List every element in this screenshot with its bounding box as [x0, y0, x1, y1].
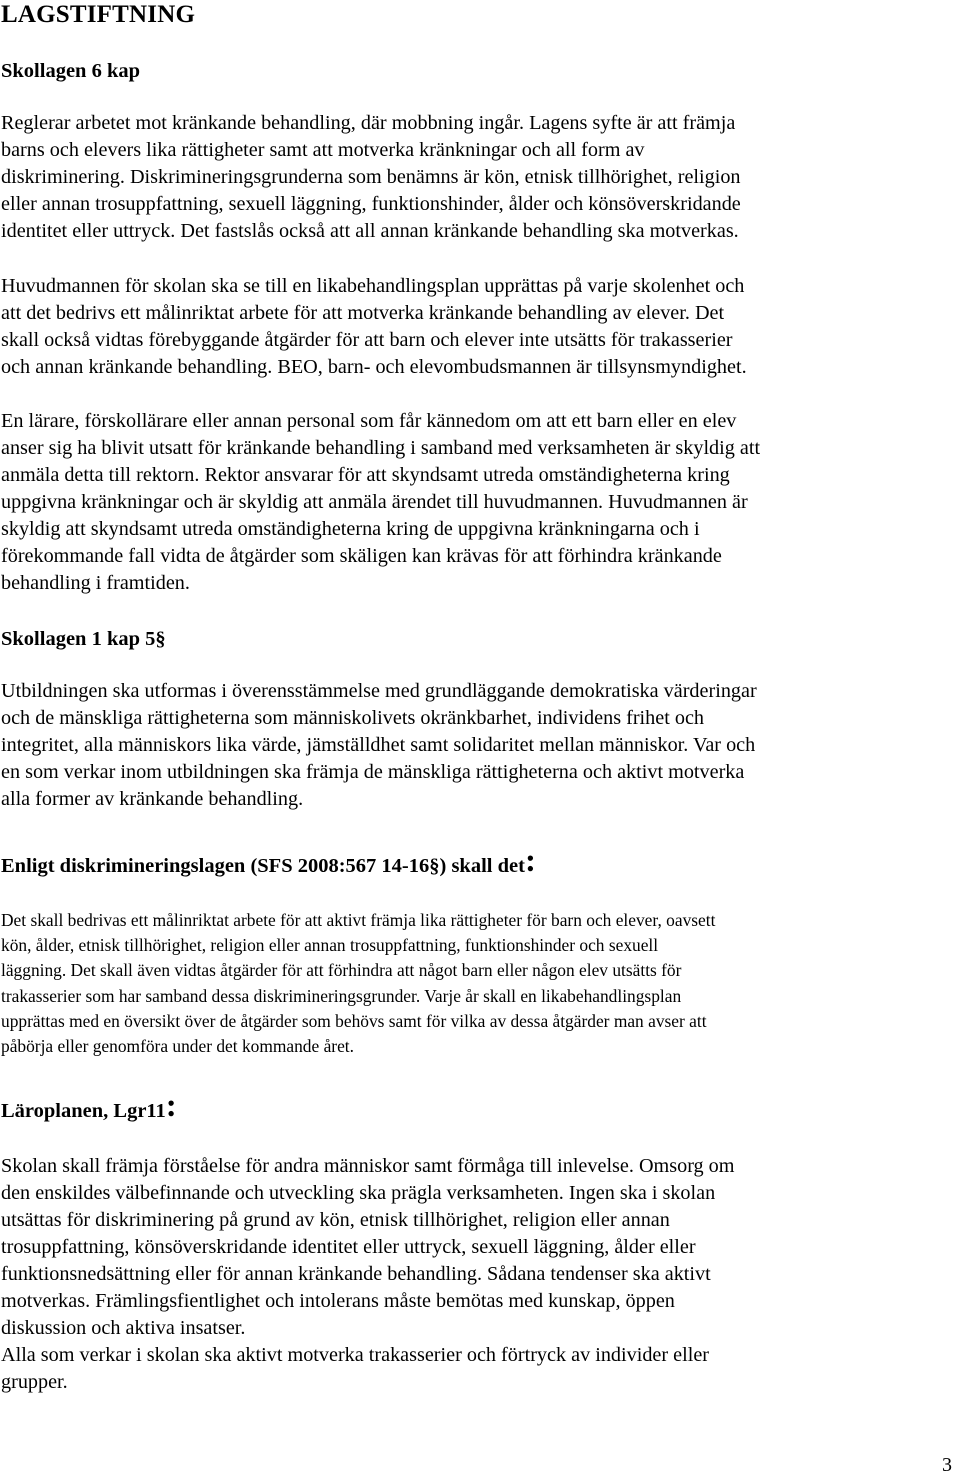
text-line: behandling i framtiden.	[1, 572, 190, 594]
text-line: alla former av kränkande behandling.	[1, 788, 304, 810]
section-heading-diskrimineringslagen	[1, 843, 536, 879]
text-line: den enskildes välbefinnande och utveckling ska prägla verksamheten. Ingen ska i skolan	[1, 1182, 716, 1204]
text-line: diskussion och aktiva insatser.	[1, 1317, 246, 1339]
text-line: Reglerar arbetet mot kränkande behandling, där mobbning ingår. Lagens syfte är att främja	[1, 112, 736, 134]
document-title: LAGSTIFTNING	[1, 1, 196, 28]
text-line: barns och elevers lika rättigheter samt att motverka kränkningar och all form av	[1, 139, 645, 161]
text-line: Huvudmannen för skolan ska se till en likabehandlingsplan upprättas på varje skolenhet och	[1, 275, 745, 297]
paragraph	[1, 408, 760, 597]
paragraph	[1, 110, 741, 245]
text-line: förekommande fall vidta de åtgärder som skäligen kan krävas för att förhindra kränkande	[1, 545, 722, 567]
text-line: diskriminering. Diskrimineringsgrunderna som benämns är kön, etnisk tillhörighet, religion	[1, 166, 741, 188]
text-line: trosuppfattning, könsöverskridande identitet eller uttryck, sexuell läggning, ålder eller	[1, 1236, 696, 1258]
text-line: och de mänskliga rättigheterna som människolivets okränkbarhet, individens frihet och	[1, 707, 705, 729]
text-line: läggning. Det skall även vidtas åtgärder för att förhindra att något barn eller någon elev utsätts för	[1, 960, 682, 981]
text-line: integritet, alla människors lika värde, jämställdhet samt solidaritet mellan människor. Var och	[1, 734, 756, 756]
text-line: grupper.	[1, 1371, 68, 1393]
section-heading-skollagen-6-kap: Skollagen 6 kap	[1, 60, 140, 82]
text-line: Utbildningen ska utformas i överensstämmelse med grundläggande demokratiska värderingar	[1, 680, 757, 702]
heading-colon: :	[524, 843, 536, 879]
text-line: skyldig att skyndsamt utreda omständigheterna kring de uppgivna kränkningarna och i	[1, 518, 700, 540]
paragraph	[1, 1153, 734, 1396]
text-line: uppgivna kränkningar och är skyldig att anmäla ärendet till huvudmannen. Huvudmannen är	[1, 491, 748, 513]
text-line: En lärare, förskollärare eller annan personal som får kännedom om att ett barn eller en elev	[1, 410, 737, 432]
text-line: upprättas med en översikt över de åtgärder som behövs samt för vilka av dessa åtgärder man avser att	[1, 1010, 707, 1031]
text-line: motverkas. Främlingsfientlighet och intolerans måste bemötas med kunskap, öppen	[1, 1290, 675, 1312]
text-line: kön, ålder, etnisk tillhörighet, religion eller annan trosuppfattning, funktionshinder och sexuell	[1, 935, 659, 956]
section-heading-laroplanen	[1, 1088, 177, 1124]
text-line: identitet eller uttryck. Det fastslås också att all annan kränkande behandling ska motverkas.	[1, 220, 739, 242]
text-line: utsättas för diskriminering på grund av kön, etnisk tillhörighet, religion eller annan	[1, 1209, 670, 1231]
text-line: anser sig ha blivit utsatt för kränkande behandling i samband med verksamheten är skyldig att	[1, 437, 761, 459]
text-line: anmäla detta till rektorn. Rektor ansvarar för att skyndsamt utreda omständigheterna kring	[1, 464, 730, 486]
text-line: en som verkar inom utbildningen ska främja de mänskliga rättigheterna och aktivt motverka	[1, 761, 745, 783]
heading-text: Läroplanen, Lgr11	[1, 1100, 166, 1122]
text-line: trakasserier som har samband dessa diskrimineringsgrunder. Varje år skall en likabehandlingsplan	[1, 985, 682, 1006]
text-line: skall också vidtas förebyggande åtgärder för att barn och elever inte utsätts för trakasserier	[1, 329, 733, 351]
section-heading-skollagen-1-kap: Skollagen 1 kap 5§	[1, 628, 166, 650]
text-line: eller annan trosuppfattning, sexuell läggning, funktionshinder, ålder och könsöverskridande	[1, 193, 741, 215]
text-line: och annan kränkande behandling. BEO, barn- och elevombudsmannen är tillsynsmyndighet.	[1, 356, 747, 378]
paragraph	[1, 908, 715, 1059]
text-line: Det skall bedrivas ett målinriktat arbete för att aktivt främja lika rättigheter för barn och elever, oavsett	[1, 910, 716, 930]
heading-text: Enligt diskrimineringslagen (SFS 2008:567 14-16§) skall det	[1, 855, 525, 877]
paragraph	[1, 273, 747, 381]
paragraph	[1, 678, 757, 813]
heading-colon: :	[165, 1088, 177, 1124]
text-line: Skolan skall främja förståelse för andra människor samt förmåga till inlevelse. Omsorg om	[1, 1155, 735, 1177]
page-number: 3	[942, 1454, 952, 1476]
text-line: funktionsnedsättning eller för annan kränkande behandling. Sådana tendenser ska aktivt	[1, 1263, 711, 1285]
text-line: att det bedrivs ett målinriktat arbete för att motverka kränkande behandling av elever. Det	[1, 302, 725, 324]
text-line: påbörja eller genomföra under det kommande året.	[1, 1036, 354, 1057]
text-line: Alla som verkar i skolan ska aktivt motverka trakasserier och förtryck av individer eller	[1, 1344, 710, 1366]
